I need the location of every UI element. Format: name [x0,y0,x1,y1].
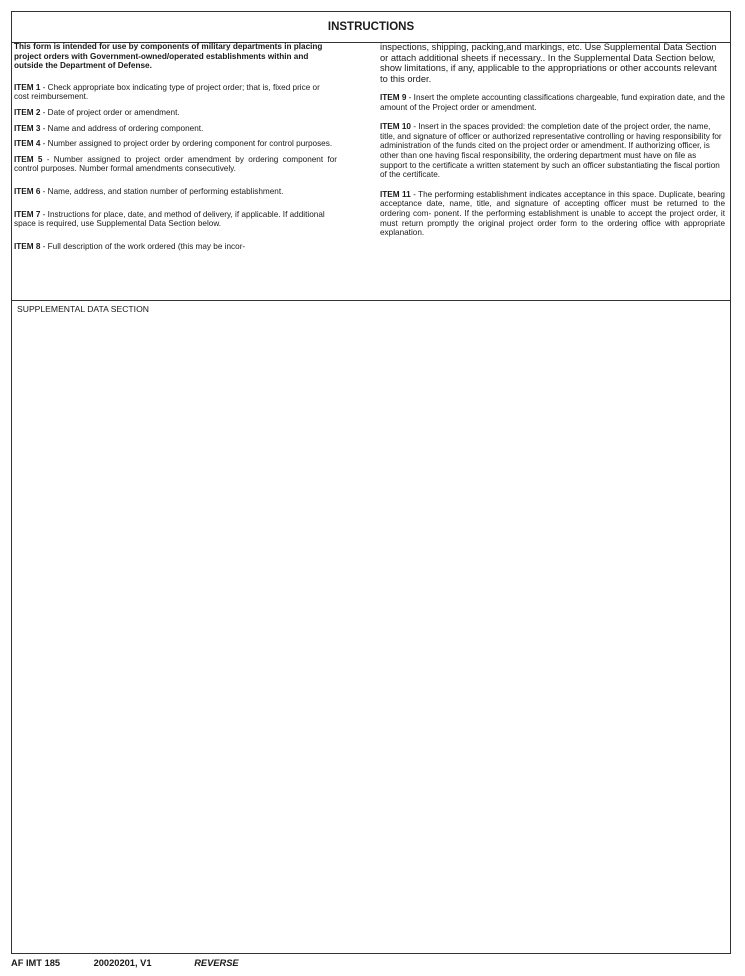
supplemental-data-label: SUPPLEMENTAL DATA SECTION [17,304,149,314]
item-1: ITEM 1 - Check appropriate box indicating type of project order; that is, fixed price or cost reimbursement. [14,82,320,102]
item-3: ITEM 3 - Name and address of ordering component. [14,123,204,133]
page-side: REVERSE [194,958,239,968]
instructions-left-column [14,42,337,257]
item-7: ITEM 7 - Instructions for place, date, and method of delivery, if applicable. If additional space is required, use Supplemental Data Section below. [14,209,325,229]
form-footer [11,958,239,968]
item-8: ITEM 8 - Full description of the work ordered (this may be incor- [14,241,246,251]
item-8-continuation: inspections, shipping, packing,and markings, etc. Use Supplemental Data Section or attach additional sheets if necessary.. In the Supplemental Data Section below, show limitations, if any, applicable to the appropriations or other accounts relevant to this order. [380,42,717,84]
item-11: ITEM 11 - The performing establishment indicates acceptance in this space. Duplicate, bearing acceptance date, name, title, and signature of accepting officer must be returned to the ordering com- ponent. If the performing establishment is unable to accept the project order, it must return promptly the original project order form to the ordering office with appropriate explanation. [380,189,725,238]
intro-text: This form is intended for use by components of military departments in placing project orders with Government-owned/operated establishments within and outside the Department of Defense. [14,42,323,71]
item-10: ITEM 10 - Insert in the spaces provided: the completion date of the project order, the name, title, and signature of officer or authorized representative controlling or having responsibility for administration of the funds cited on the project order or amendment. If authorizing officer, is other than one having fiscal responsibility, the ordering department must have on file as support to the certificate a written statement by such an officer substantiating the fiscal portion of the certificate. [380,122,722,180]
item-5: ITEM 5 - Number assigned to project order amendment by ordering component for control purposes. Number formal amendments consecutively. [14,154,337,174]
item-6: ITEM 6 - Name, address, and station number of performing establishment. [14,186,284,196]
section-divider [12,300,730,301]
form-number: AF IMT 185 [11,958,61,968]
item-4: ITEM 4 - Number assigned to project order by ordering component for control purposes. [14,139,333,149]
item-9: ITEM 9 - Insert the omplete accounting classifications chargeable, fund expiration date, and the amount of the Project order or amendment. [380,93,725,112]
item-2: ITEM 2 - Date of project order or amendment. [14,107,180,117]
page-title: INSTRUCTIONS [12,12,730,43]
instructions-right-column [380,42,725,248]
form-version: 20020201, V1 [93,958,152,968]
form-frame [11,11,731,954]
